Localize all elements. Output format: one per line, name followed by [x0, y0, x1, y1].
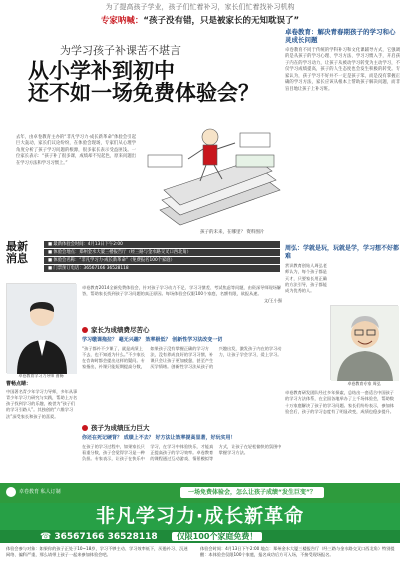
portrait-right-caption: 卓卷教育专家 周弘: [347, 381, 381, 386]
footer-phone-tail: 仅限100个家庭免费！: [172, 532, 263, 541]
section-kids-text: 在孩子的学习过程中，如果家长只看重分数，孩子会觉得学习是一种负担。专家表示，让孩子在快乐中学习，在学习中体验快乐，才能真正提高孩子的学习效率。卓卷教育的课程通过互动游戏、情景模拟等方式，让孩子在轻松愉快的氛围中掌握学习方法。: [82, 443, 282, 462]
cartoon-caption: 孩子的未来，在哪里？ 资料图片: [200, 230, 265, 235]
left-column-bio-text: 中国著名青少年学习力导师，多年从事青少年学习力研究与实践，帮助上万名孩子找到学习的乐趣，被誉为“孩子们的学习引路人”。其独创的“六维学习法”深受家长和孩子的喜爱。: [6, 388, 78, 419]
news-item: ■ 体验会地点：郑州金水大厦三楼报告厅（经三路与金水路交叉口西北角）: [44, 249, 280, 256]
person-icon: [331, 306, 399, 381]
right-column-text: 卓卷教育不同于传统的学科补习和文化课辅导方式，它强调的是从孩子的学习心理、学习方法、学习习惯入手，开启孩子内在的学习动力，让孩子从被动学习转变为主动学习，不仅学习成绩提高，孩子的人生态度也会发生积极的转变。专家认为，孩子学习不好并不一定是孩子笨，而是没有掌握正确的学习方法，家长应该从根本上帮助孩子解决问题，而非盲目地让孩子上补习班。: [285, 47, 400, 92]
footer-ad: [0, 483, 400, 573]
right-column-title: 卓卷教育：解决青春期孩子的学习和心灵成长问题: [285, 28, 396, 45]
headline: [0, 38, 285, 113]
footer-bottom-right: 体验会时间：4月13日下午2:00 地点：郑州金水大厦三楼报告厅（经三路与金水路交叉口西北角）特别提醒：本体验会仅限100个家庭，报名成功后方可入场，不接受现场报名。: [200, 546, 395, 558]
bullet-icon: [82, 425, 88, 431]
footer-big-title: 非凡学习力·成长新革命: [0, 503, 400, 530]
top-banner-quote: “孩子没有错，只是被家长的无知耽误了”: [143, 16, 300, 26]
phone-icon: ☎: [40, 532, 55, 542]
right-column-zhouhong: [285, 245, 400, 295]
top-banner: [0, 0, 400, 30]
footer-top: [0, 483, 400, 503]
section-parents-text: “孩子都补不少课了，就是成绩上不去，也不知道为什么。”不少家长在咨询时都会提出这样的疑问。专家指出，补课只能短期提高分数，如果孩子没有掌握正确的学习方法，没有养成良好的学习习惯，补课只会让孩子更加疲惫，甚至产生厌学情绪。创新性学习法从孩子的兴趣出发，激发孩子内在的学习动力，让孩子学会学习，爱上学习。: [82, 345, 282, 370]
footer-phone-bar: [0, 530, 400, 543]
latest-news-label-line2: 消息: [6, 252, 28, 266]
person-icon: [7, 284, 77, 374]
section-kids-sub: 你还在死记硬背？ 成绩上不去？ 好方法让效率提高显著，好玩实用！: [82, 434, 236, 441]
portrait-right: [330, 305, 398, 380]
headline-sub: 为学习孩子补课苦不堪言: [60, 44, 181, 57]
left-column-intro: [6, 135, 136, 167]
right-column-top: [285, 28, 400, 238]
cartoon-icon: [140, 115, 285, 230]
footer-tagline: 一场免费体验会，怎么让孩子成绩“发生巨变”？: [180, 487, 324, 498]
cartoon-illustration: [140, 115, 285, 230]
left-column-bio-keyword: 曹畅点睛：: [6, 381, 32, 387]
latest-news-list: [44, 241, 280, 273]
footer-logo: [6, 487, 61, 497]
latest-news-label-line1: 最新: [6, 240, 28, 253]
left-column-text: 去年，由卓卷教育主办的“非凡学习力·成长新革命”体验会引起巨大轰动，家长们议论纷纷，在体验会现场，专家们从心理学角度分析了孩子学习问题的根源，很多家长表示受益匪浅。一位家长表示：“孩子补了很多课，成绩却不见起色，原来问题出在学习方法和学习习惯上。”: [16, 135, 136, 166]
footer-phone-numbers: 36567166 36528118: [54, 532, 158, 542]
section-kids: [82, 420, 282, 462]
headline-main-line1: 从小学补到初中: [28, 59, 175, 83]
top-banner-line1: 为了提高孩子学业，孩子们忙着补习，家长们忙着找补习机构: [105, 3, 295, 11]
section-parents: [82, 322, 282, 371]
latest-news: [6, 241, 281, 281]
left-column-bio: [6, 381, 78, 420]
right-column-bottom-text: 卓卷教育研发团队经过多年探索，总结出一套适合中国孩子的学习方法体系，在全国各地举办了上千场体验会，帮助数十万家庭解决了孩子的学习问题。家长们纷纷表示，参加体验会后，孩子的学习态度有了明显改变，成绩也稳步提升。: [285, 390, 394, 414]
footer-logo-text: 卓卷教育 私人订制: [19, 488, 61, 495]
logo-icon: [6, 487, 16, 497]
headline-main: [28, 60, 288, 104]
latest-news-label: [6, 241, 34, 265]
section-kids-title: [82, 424, 282, 433]
top-banner-label: 专家呐喊：: [100, 16, 144, 26]
portrait-left-caption: 卓卷教育学习力导师 曹畅: [18, 373, 64, 378]
section-parents-title-text: 家长为成绩费尽苦心: [91, 326, 150, 334]
news-item: ■ 体验会名称：“非凡学习力·成长新革命”（免费报名100个家庭）: [44, 257, 280, 264]
bullet-icon: [82, 327, 88, 333]
section-kids-title-text: 孩子为成绩压力巨大: [91, 424, 150, 432]
headline-main-line2: 还不如一场免费体验会？: [28, 81, 259, 106]
section-parents-title: [82, 326, 282, 335]
mid-intro-source: 文/王小强: [263, 297, 282, 303]
portrait-left: [6, 283, 76, 373]
mid-intro: [82, 285, 282, 304]
right-column-zhouhong-title: 周弘：学就是玩，玩就是学，学习想不好都难: [285, 245, 400, 261]
mid-intro-text: 卓卷教育2014全新免费体验会，针对孩子学习动力不足、学习习惯差、考试焦虑等问题，由资深导师现场解答，帮助家长找到孩子学习问题的真正原因。每场体验会仅限100个家庭，名额有限，欲报从速。: [82, 285, 282, 297]
footer-bottom: [0, 543, 400, 573]
news-item: ■ 最新体验会时间：4月13日下午2:00: [44, 241, 280, 248]
footer-bottom-left: 体验会参与对象：如果你的孩子正处于10~18岁，学习不够主动、学习效率低下，厌倦补习、沉迷网络、偏科严重，那么请带上孩子一起来参加体验会吧。: [6, 546, 188, 558]
section-parents-sub: 学习缴课拖拉？ 毫无兴趣？ 效率极低？ 创新性学习法改变一切: [82, 336, 223, 343]
right-column-zhouhong-text: 赏识教育创始人周弘老师认为，每个孩子都是天才，只要家长用正确的方法引导，孩子都能成为优秀的人。: [285, 263, 327, 294]
news-item: ■ 门票预订电话：36567166 36528118: [44, 265, 280, 272]
